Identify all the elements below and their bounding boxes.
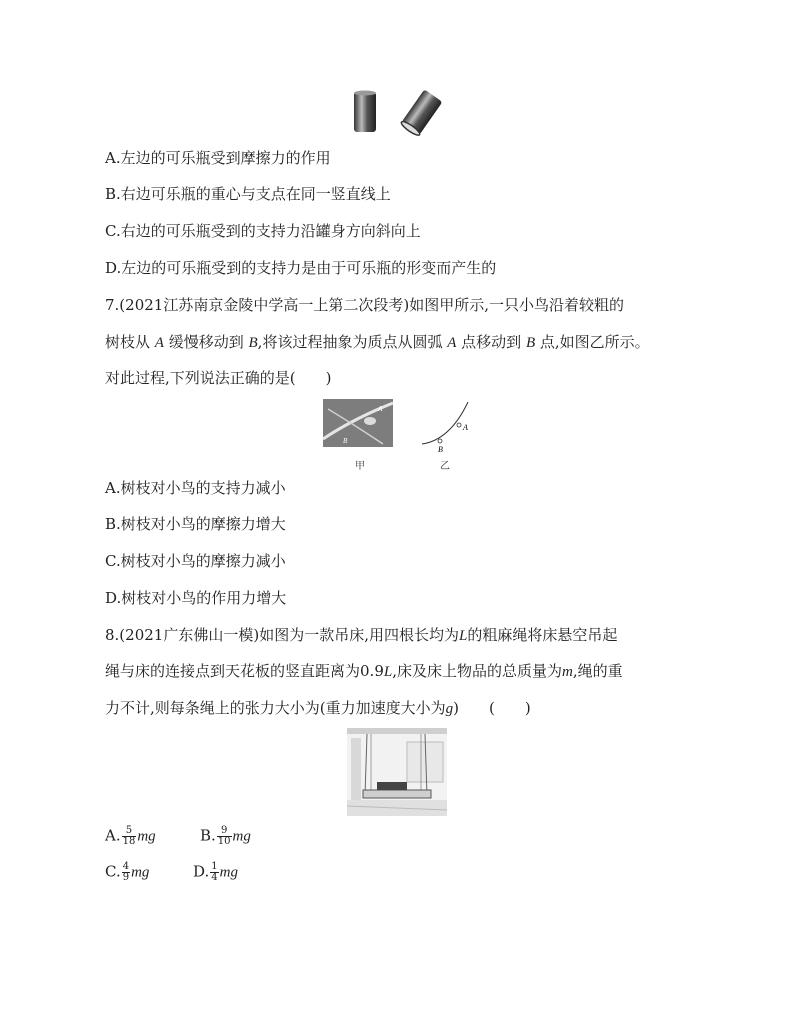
q7-stem-line1: 7.(2021江苏南京金陵中学高一上第二次段考)如图甲所示,一只小鸟沿着较粗的 — [105, 296, 624, 314]
cola-cans-figure — [350, 88, 450, 136]
arc-diagram — [420, 400, 475, 456]
photo-label-b: B — [343, 437, 348, 445]
fig-caption-jia: 甲 — [355, 461, 365, 472]
tilted-can — [400, 89, 443, 136]
fig-caption-yi: 乙 — [440, 461, 450, 472]
q6-option-d: D.左边的可乐瓶受到的支持力是由于可乐瓶的形变而产生的 — [105, 259, 497, 277]
photo-label-a: A — [378, 405, 383, 413]
q8-option-a: A. $\frac{5}{18}$ mg — [105, 825, 156, 847]
q7-stem-line2: 树枝从 A 缓慢移动到 B,将该过程抽象为质点从圆弧 A 点移动到 B 点,如图乙所示。 — [105, 333, 650, 351]
q6-option-b: B.右边可乐瓶的重心与支点在同一竖直线上 — [105, 185, 391, 203]
q8-option-d: D. $\frac{1}{4}$ mg — [193, 861, 238, 883]
q7-stem-line3: 对此过程,下列说法正确的是( ) — [105, 369, 332, 387]
hammock-photo — [347, 728, 447, 816]
q7-option-b: B.树枝对小鸟的摩擦力增大 — [105, 515, 286, 533]
q6-option-c: C.右边的可乐瓶受到的支持力沿罐身方向斜向上 — [105, 222, 421, 240]
q8-stem-line1: 8.(2021广东佛山一模)如图为一款吊床,用四根长均为L的粗麻绳将床悬空吊起 — [105, 626, 618, 644]
q8-stem-line2: 绳与床的连接点到天花板的竖直距离为0.9L,床及床上物品的总质量为m,绳的重 — [105, 662, 623, 680]
q8-option-b: B. $\frac{9}{10}$ mg — [200, 825, 251, 847]
upright-can — [354, 91, 376, 133]
arc-label-a: A — [463, 423, 468, 432]
q8-option-c: C. $\frac{4}{9}$ mg — [105, 861, 150, 883]
q7-option-d: D.树枝对小鸟的作用力增大 — [105, 589, 287, 607]
bird-on-branch-photo — [323, 399, 393, 447]
q6-option-a: A.左边的可乐瓶受到摩擦力的作用 — [105, 149, 331, 167]
arc-label-b: B — [438, 445, 443, 454]
q8-stem-line3: 力不计,则每条绳上的张力大小为(重力加速度大小为g) ( ) — [105, 699, 531, 717]
q7-option-c: C.树枝对小鸟的摩擦力减小 — [105, 552, 286, 570]
q7-option-a: A.树枝对小鸟的支持力减小 — [105, 479, 286, 497]
